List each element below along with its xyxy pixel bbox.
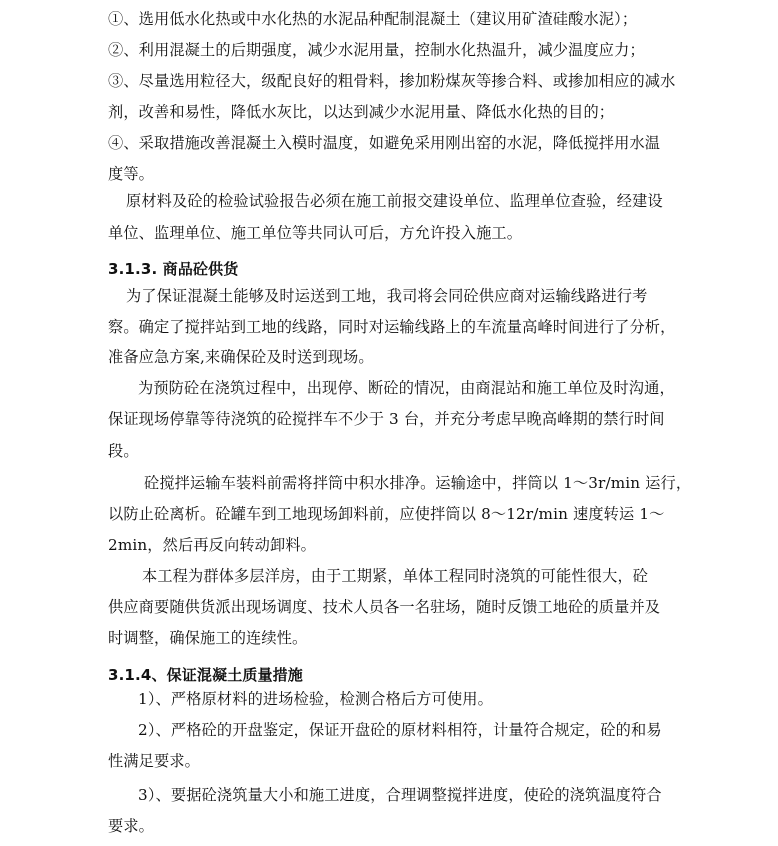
text-line: 段。 — [108, 442, 139, 460]
text-line: 时调整，确保施工的连续性。 — [108, 629, 308, 647]
text-line: 为了保证混凝土能够及时运送到工地，我司将会同砼供应商对运输线路进行考 — [126, 287, 648, 305]
text-line: 为预防砼在浇筑过程中，出现停、断砼的情况，由商混站和施工单位及时沟通， — [138, 379, 675, 397]
text-line: 供应商要随供货派出现场调度、技术人员各一名驻场，随时反馈工地砼的质量并及 — [108, 598, 661, 616]
text-line: ④、采取措施改善混凝土入模时温度，如避免采用刚出窑的水泥，降低搅拌用水温 — [108, 134, 661, 152]
text-line: ③、尽量选用粒径大，级配良好的粗骨料，掺加粉煤灰等掺合料、或掺加相应的减水 — [108, 72, 676, 90]
text-line: ①、选用低水化热或中水化热的水泥品种配制混凝土（建议用矿渣硅酸水泥）； — [108, 10, 638, 28]
text-line: 2min，然后再反向转动卸料。 — [108, 536, 317, 554]
text-line: 砼搅拌运输车装料前需将拌筒中积水排净。运输途中，拌筒以 1～3r/min 运行， — [144, 474, 692, 492]
list-item: 3）、要据砼浇筑量大小和施工进度，合理调整搅拌进度，使砼的浇筑温度符合 — [138, 786, 662, 804]
section-heading: 3.1.4、保证混凝土质量措施 — [108, 666, 303, 684]
text-line: 本工程为群体多层洋房，由于工期紧，单体工程同时浇筑的可能性很大，砼 — [142, 567, 649, 585]
list-item: 2）、严格砼的开盘鉴定，保证开盘砼的原材料相符，计量符合规定，砼的和易 — [138, 721, 662, 739]
text-line: 单位、监理单位、施工单位等共同认可后，方允许投入施工。 — [108, 224, 523, 242]
section-heading: 3.1.3. 商品砼供货 — [108, 260, 239, 278]
text-line: 剂，改善和易性，降低水灰比，以达到减少水泥用量、降低水化热的目的； — [108, 103, 615, 121]
text-line: 察。确定了搅拌站到工地的线路，同时对运输线路上的车流量高峰时间进行了分析， — [108, 318, 676, 336]
text-line: 度等。 — [108, 165, 155, 183]
text-line: ②、利用混凝土的后期强度，减少水泥用量，控制水化热温升，减少温度应力； — [108, 41, 645, 59]
text-line: 保证现场停靠等待浇筑的砼搅拌车不少于 3 台，并充分考虑早晚高峰期的禁行时间 — [108, 410, 665, 428]
text-line: 原材料及砼的检验试验报告必须在施工前报交建设单位、监理单位查验，经建设 — [126, 192, 663, 210]
text-line: 要求。 — [108, 817, 155, 835]
text-line: 以防止砼离析。砼罐车到工地现场卸料前，应使拌筒以 8～12r/min 速度转运 1～ — [108, 505, 665, 523]
list-item: 1）、严格原材料的进场检验，检测合格后方可使用。 — [138, 690, 493, 708]
text-line: 性满足要求。 — [108, 752, 201, 770]
text-line: 准备应急方案,来确保砼及时送到现场。 — [108, 348, 374, 366]
